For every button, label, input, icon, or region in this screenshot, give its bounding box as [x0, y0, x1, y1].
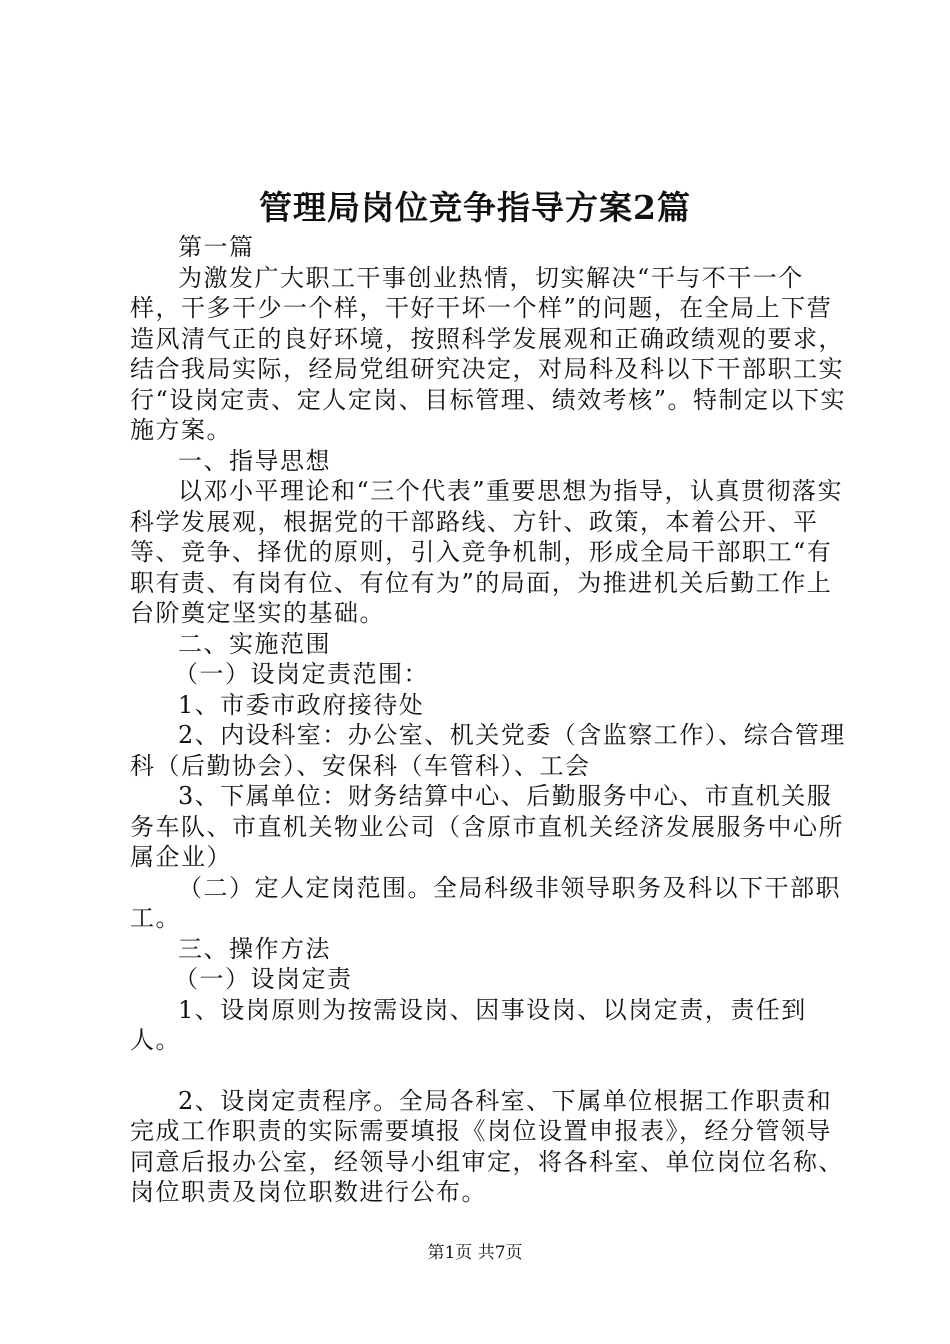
- document-body: [130, 232, 850, 1208]
- document-title: 管理局岗位竞争指导方案2篇: [259, 188, 691, 227]
- list-item-post-procedure: 2、设岗定责程序。全局各科室、下属单位根据工作职责和完成工作职责的实际需要填报《岗位设置申报表》，经分管领导同意后报办公室，经领导小组审定，将各科室、单位岗位名称、岗位职责及岗位职数进行公布。: [130, 1086, 844, 1206]
- section-heading-scope: 二、实施范围: [178, 629, 331, 658]
- page-number-footer: 第1页 共7页: [427, 1243, 523, 1263]
- list-item-internal-departments: 2、内设科室：办公室、机关党委（含监察工作）、综合管理科（后勤协会）、安保科（车管科）、工会: [130, 721, 846, 780]
- subheading-post-scope: （一）设岗定责范围：: [174, 660, 429, 688]
- list-item-post-principles: 1、设岗原则为按需设岗、因事设岗、以岗定责，责任到人。: [130, 995, 807, 1054]
- intro-paragraph: 为激发广大职工干事创业热情，切实解决“干与不干一个样，干多干少一个样，干好干坏一个样”的问题，在全局上下营造风清气正的良好环境，按照科学发展观和正确政绩观的要求，结合我局实际，经局党组研究决定，对局科及科以下干部职工实行“设岗定责、定人定岗、目标管理、绩效考核”。特制定以下实施方案。: [130, 263, 847, 444]
- section-heading-operation-method: 三、操作方法: [178, 934, 331, 963]
- guiding-ideology-paragraph: 以邓小平理论和“三个代表”重要思想为指导，认真贯彻落实科学发展观，根据党的干部路线、方针、政策，本着公开、平等、竞争、择优的原则，引入竞争机制，形成全局干部职工“有职有责、有岗有位、有位有为”的局面，为推进机关后勤工作上台阶奠定坚实的基础。: [130, 477, 844, 627]
- section-heading-guiding-ideology: 一、指导思想: [178, 446, 331, 475]
- list-item-reception-office: 1、市委市政府接待处: [178, 690, 425, 719]
- section-heading-part-one: 第一篇: [178, 233, 255, 261]
- subheading-staffing-scope: （二）定人定岗范围。全局科级非领导职务及科以下干部职工。: [130, 873, 841, 932]
- list-item-subordinate-units: 3、下属单位：财务结算中心、后勤服务中心、市直机关服务车队、市直机关物业公司（含原市直机关经济发展服务中心所属企业）: [130, 782, 844, 871]
- paragraph-spacer: [130, 1056, 850, 1086]
- subheading-set-posts: （一）设岗定责: [174, 965, 353, 993]
